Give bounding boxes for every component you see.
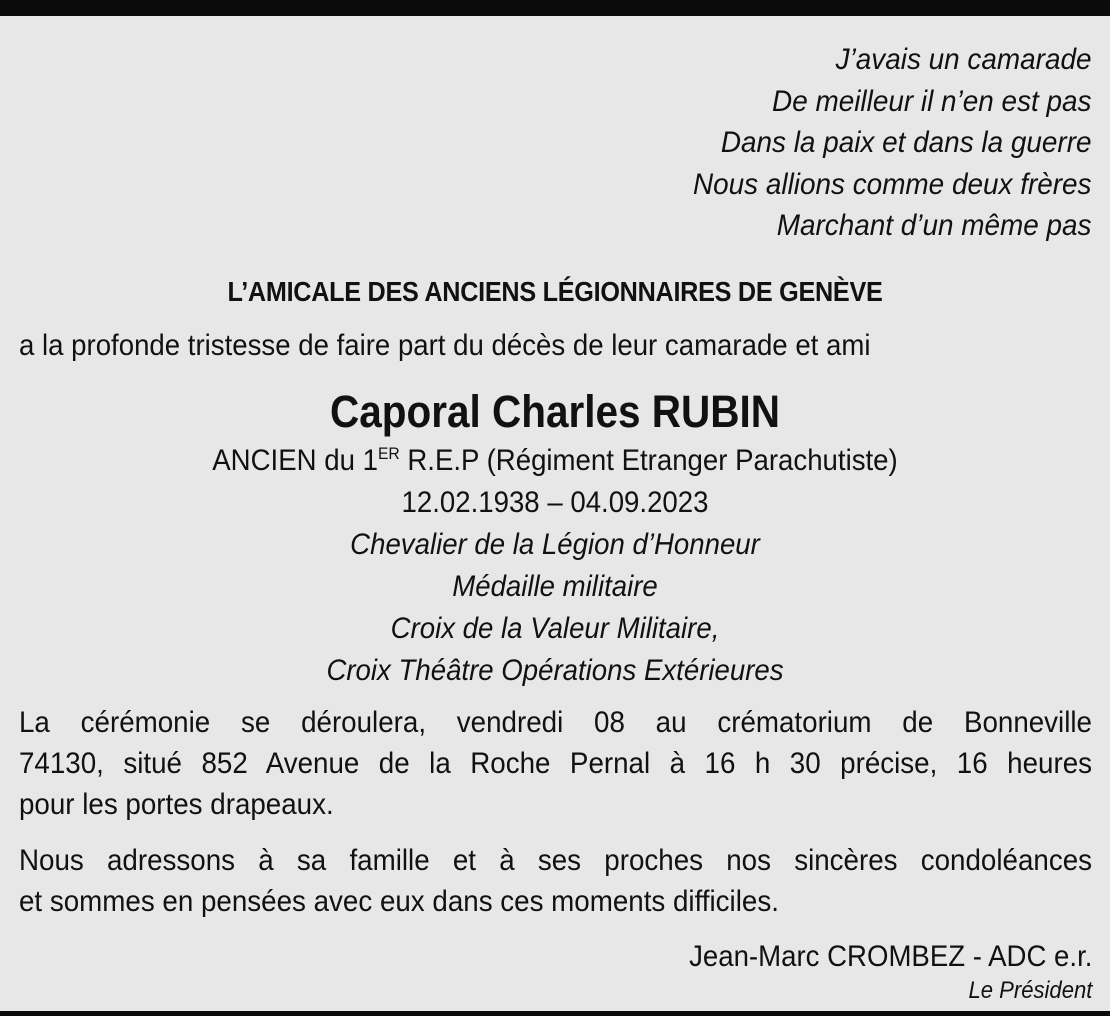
regiment-prefix: ANCIEN du 1 [212, 444, 378, 477]
honor-item: Croix de la Valeur Militaire, [390, 612, 720, 645]
condolences-line: Nous adressons à sa famille et à ses proches nos sincères condoléances [19, 844, 1092, 877]
organization-name: L’AMICALE DES ANCIENS LÉGIONNAIRES DE GENÈVE [227, 276, 883, 307]
deceased-name: Caporal Charles RUBIN [329, 386, 781, 437]
ceremony-line: pour les portes drapeaux. [19, 788, 334, 821]
condolences-paragraph [19, 840, 1092, 922]
signatory-name: Jean-Marc CROMBEZ - ADC e.r. [688, 940, 1092, 973]
poem-line: Dans la paix et dans la guerre [721, 126, 1092, 159]
poem-line: Nous allions comme deux frères [693, 167, 1092, 201]
regiment-superscript: ER [377, 444, 400, 463]
signatory-title: Le Président [968, 977, 1092, 1004]
deceased-details [44, 440, 1065, 692]
ceremony-paragraph [19, 702, 1092, 825]
ceremony-line: La cérémonie se déroulera, vendredi 08 au crématorium de Bonneville [19, 706, 1092, 739]
regiment-suffix: R.E.P (Régiment Etranger Parachutiste) [399, 444, 898, 477]
condolences-line: et sommes en pensées avec eux dans ces moments difficiles. [19, 885, 779, 918]
honor-item: Croix Théâtre Opérations Extérieures [326, 654, 784, 687]
signature-block [689, 937, 1092, 1005]
regiment-line [44, 440, 1065, 482]
poem-line: J’avais un camarade [836, 43, 1092, 76]
life-dates: 12.02.1938 – 04.09.2023 [401, 486, 709, 519]
honor-item: Chevalier de la Légion d’Honneur [350, 528, 760, 561]
ceremony-line: 74130, situé 852 Avenue de la Roche Pernal à 16 h 30 précise, 16 heures [19, 747, 1092, 780]
honor-item: Médaille militaire [452, 570, 658, 603]
announcement-intro: a la profonde tristesse de faire part du décès de leur camarade et ami [19, 329, 871, 362]
poem-line: De meilleur il n’en est pas [772, 84, 1092, 118]
poem-line: Marchant d’un même pas [777, 209, 1092, 242]
poem-verse [693, 39, 1092, 247]
